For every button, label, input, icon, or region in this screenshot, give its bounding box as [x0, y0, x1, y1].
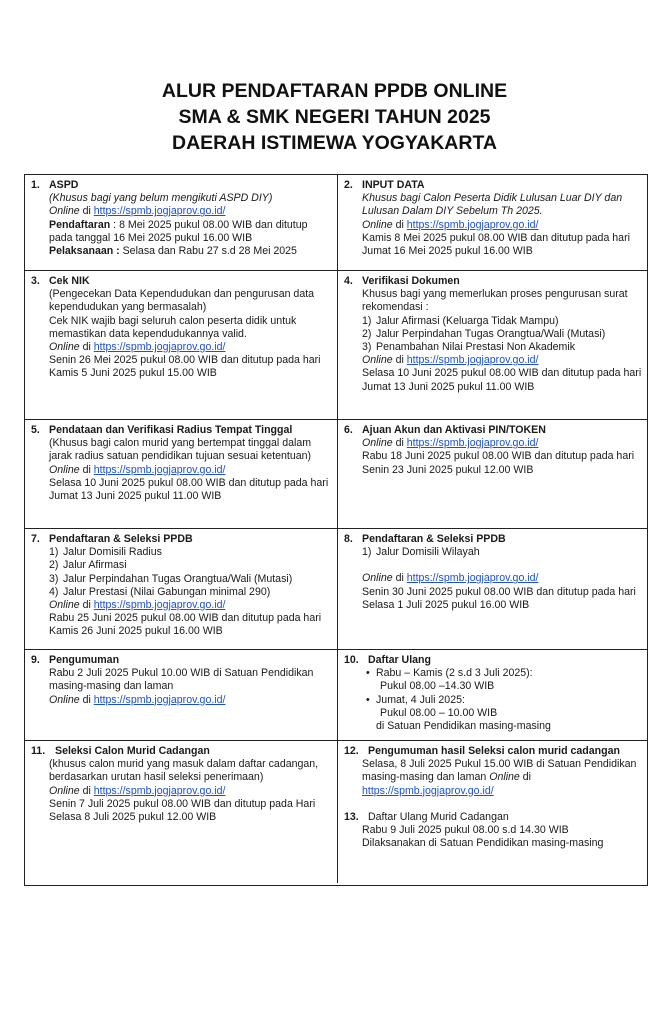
- step-title: Cek NIK: [49, 275, 90, 287]
- step-number: 9.: [31, 654, 40, 666]
- title-line-1: ALUR PENDAFTARAN PPDB ONLINE: [161, 80, 508, 102]
- di-label: di: [392, 437, 407, 450]
- spmb-link[interactable]: https://spmb.jogjaprov.go.id/: [93, 784, 226, 797]
- spacer: [344, 798, 643, 811]
- page-title: [0, 78, 669, 156]
- list-item: 3) Jalur Perpindahan Tugas Orangtua/Wali (Mutasi): [49, 572, 293, 585]
- di-label: di: [79, 463, 94, 476]
- spmb-link[interactable]: https://spmb.jogjaprov.go.id/: [93, 599, 226, 612]
- online-label: Online: [49, 341, 80, 354]
- step-note: (Khusus bagi calon murid yang bertempat tinggal dalam jarak radius satuan pendidikan tujuan sesuai ketentuan): [49, 437, 312, 463]
- online-label: Online: [362, 437, 393, 450]
- step-11-cell: [25, 741, 338, 883]
- step-9-cell: [25, 650, 338, 741]
- step-number: 6.: [344, 424, 353, 436]
- step-number: 3.: [31, 275, 40, 287]
- list-item: 1) Jalur Domisili Wilayah: [362, 546, 480, 559]
- spacer: [362, 559, 643, 572]
- list-item: 2) Jalur Perpindahan Tugas Orangtua/Wali (Mutasi): [362, 327, 606, 340]
- step-note: (Pengecekan Data Kependudukan dan pengurusan data kependudukan yang bermasalah): [49, 288, 315, 314]
- online-label: Online: [362, 354, 393, 367]
- step-12-13-cell: [338, 741, 647, 883]
- step-8-cell: [338, 529, 647, 650]
- step-title: Seleksi Calon Murid Cadangan: [55, 745, 210, 757]
- title-line-3: DAERAH ISTIMEWA YOGYAKARTA: [171, 132, 498, 154]
- step-number: 5.: [31, 424, 40, 436]
- step-title: Pendataan dan Verifikasi Radius Tempat Tinggal: [49, 424, 293, 436]
- step-title: Daftar Ulang Murid Cadangan: [368, 810, 509, 823]
- step-title: Ajuan Akun dan Aktivasi PIN/TOKEN: [362, 424, 546, 436]
- di-label: di: [392, 218, 407, 231]
- step-10-cell: [338, 650, 647, 741]
- step-title: Pendaftaran & Seleksi PPDB: [362, 533, 506, 545]
- step-number: 2.: [344, 179, 353, 191]
- spmb-link[interactable]: https://spmb.jogjaprov.go.id/: [93, 205, 226, 218]
- execution-label: Pelaksanaan :: [49, 245, 120, 258]
- di-label: di: [79, 205, 94, 218]
- di-label: di: [79, 341, 94, 354]
- step-text-2: Dilaksanakan di Satuan Pendidikan masing-masing: [362, 837, 604, 850]
- step-schedule: Senin 30 Juni 2025 pukul 08.00 WIB dan ditutup pada hari Selasa 1 Juli 2025 pukul 16.00 WIB: [362, 585, 636, 611]
- step-schedule: Senin 26 Mei 2025 pukul 08.00 WIB dan ditutup pada hari Kamis 5 Juni 2025 pukul 15.00 WIB: [49, 354, 321, 380]
- step-number: 13.: [344, 810, 359, 823]
- online-label: Online: [49, 784, 80, 797]
- step-title: ASPD: [49, 179, 79, 191]
- online-label: Online: [49, 205, 80, 218]
- step-4-cell: [338, 271, 647, 420]
- step-6-cell: [338, 420, 647, 529]
- di-label: di: [392, 354, 407, 367]
- step-text: Rabu 2 Juli 2025 Pukul 10.00 WIB di Satuan Pendidikan masing-masing dan laman: [49, 667, 314, 693]
- schedule-table: [24, 174, 648, 886]
- step-title: Pengumuman hasil Seleksi calon murid cadangan: [368, 745, 620, 757]
- step-schedule: Selasa 10 Juni 2025 pukul 08.00 WIB dan ditutup pada hari Jumat 13 Juni 2025 pukul 11.00 WIB: [49, 476, 329, 503]
- step-1-cell: [25, 175, 338, 271]
- online-label: Online: [49, 693, 80, 706]
- online-label: Online: [49, 599, 80, 612]
- online-label: Online: [49, 463, 80, 476]
- di-label: di: [392, 572, 407, 585]
- step-text: Selasa, 8 Juli 2025 Pukul 15.00 WIB di Satuan Pendidikan masing-masing dan laman: [362, 758, 637, 784]
- list-item: 4) Jalur Prestasi (Nilai Gabungan minimal 290): [49, 585, 271, 598]
- list-item: 3) Penambahan Nilai Prestasi Non Akademik: [362, 341, 576, 354]
- di-label: di: [79, 784, 94, 797]
- step-schedule: Kamis 8 Mei 2025 pukul 08.00 WIB dan ditutup pada hari Jumat 16 Mei 2025 pukul 16.00 WIB: [362, 231, 630, 258]
- step-note-2: Cek NIK wajib bagi seluruh calon peserta didik untuk memastikan data kependudukannya valid.: [49, 314, 297, 340]
- registration-label: Pendaftaran: [49, 218, 111, 231]
- step-note: Khusus bagi Calon Peserta Didik Lulusan Luar DIY dan Lulusan Dalam DIY Sebelum Th 2025.: [362, 192, 623, 218]
- step-title: Daftar Ulang: [368, 654, 431, 666]
- step-schedule: Rabu 18 Juni 2025 pukul 08.00 WIB dan ditutup pada hari Senin 23 Juni 2025 pukul 12.00 WIB: [362, 450, 635, 476]
- list-item: 2) Jalur Afirmasi: [49, 559, 127, 572]
- step-title: Verifikasi Dokumen: [362, 275, 460, 287]
- step-7-cell: [25, 529, 338, 650]
- spmb-link[interactable]: https://spmb.jogjaprov.go.id/: [362, 784, 494, 797]
- step-schedule: Rabu 25 Juni 2025 pukul 08.00 WIB dan ditutup pada hari Kamis 26 Juni 2025 pukul 16.00 WIB: [49, 612, 322, 638]
- step-number: 12.: [344, 745, 359, 757]
- online-label: Online: [362, 572, 393, 585]
- step-number: 11.: [31, 745, 46, 757]
- online-label: Online: [489, 771, 520, 784]
- spmb-link[interactable]: https://spmb.jogjaprov.go.id/: [406, 354, 539, 367]
- spmb-link[interactable]: https://spmb.jogjaprov.go.id/: [93, 693, 226, 706]
- step-3-cell: [25, 271, 338, 420]
- spmb-link[interactable]: https://spmb.jogjaprov.go.id/: [406, 437, 539, 450]
- step-title: INPUT DATA: [362, 179, 425, 191]
- spmb-link[interactable]: https://spmb.jogjaprov.go.id/: [406, 572, 539, 585]
- step-5-cell: [25, 420, 338, 529]
- bullet-item: • Rabu – Kamis (2 s.d 3 Juli 2025):: [366, 667, 533, 680]
- spmb-link[interactable]: https://spmb.jogjaprov.go.id/: [93, 341, 226, 354]
- execution-text: Selasa dan Rabu 27 s.d 28 Mei 2025: [119, 245, 297, 258]
- step-number: 1.: [31, 179, 40, 191]
- place-text: di Satuan Pendidikan masing-masing: [376, 720, 551, 733]
- bullet-time: Pukul 08.00 – 10.00 WIB: [380, 706, 498, 719]
- di-label: di: [79, 599, 94, 612]
- bullet-item: • Jumat, 4 Juli 2025:: [366, 693, 465, 706]
- step-number: 4.: [344, 275, 353, 287]
- step-number: 10.: [344, 654, 359, 666]
- online-label: Online: [362, 218, 393, 231]
- step-note: (khusus calon murid yang masuk dalam daftar cadangan, berdasarkan urutan hasil seleksi penerimaan): [49, 758, 319, 784]
- step-2-cell: [338, 175, 647, 271]
- step-title: Pengumuman: [49, 654, 120, 666]
- registration-text: : 8 Mei 2025 pukul 08.00 WIB dan ditutup pada tanggal 16 Mei 2025 pukul 16.00 WIB: [49, 218, 308, 244]
- step-schedule: Senin 7 Juli 2025 pukul 08.00 WIB dan ditutup pada Hari Selasa 8 Juli 2025 pukul 12.00 WIB: [49, 797, 316, 824]
- step-note: Khusus bagi yang memerlukan proses pengurusan surat rekomendasi :: [362, 288, 628, 314]
- list-item: 1) Jalur Afirmasi (Keluarga Tidak Mampu): [362, 314, 559, 327]
- step-text: Rabu 9 Juli 2025 pukul 08.00 s.d 14.30 WIB: [362, 824, 569, 837]
- step-title: Pendaftaran & Seleksi PPDB: [49, 533, 193, 545]
- bullet-time: Pukul 08.00 –14.30 WIB: [380, 680, 495, 693]
- step-number: 8.: [344, 533, 353, 545]
- spmb-link[interactable]: https://spmb.jogjaprov.go.id/: [93, 463, 226, 476]
- step-note: (Khusus bagi yang belum mengikuti ASPD DIY): [49, 192, 273, 205]
- list-item: 1) Jalur Domisili Radius: [49, 546, 162, 559]
- step-schedule: Selasa 10 Juni 2025 pukul 08.00 WIB dan ditutup pada hari Jumat 13 Juni 2025 pukul 11.00 WIB: [362, 367, 642, 393]
- spmb-link[interactable]: https://spmb.jogjaprov.go.id/: [406, 218, 539, 231]
- di-label: di: [519, 771, 532, 784]
- di-label: di: [79, 693, 94, 706]
- step-number: 7.: [31, 533, 40, 545]
- title-line-2: SMA & SMK NEGERI TAHUN 2025: [178, 106, 491, 128]
